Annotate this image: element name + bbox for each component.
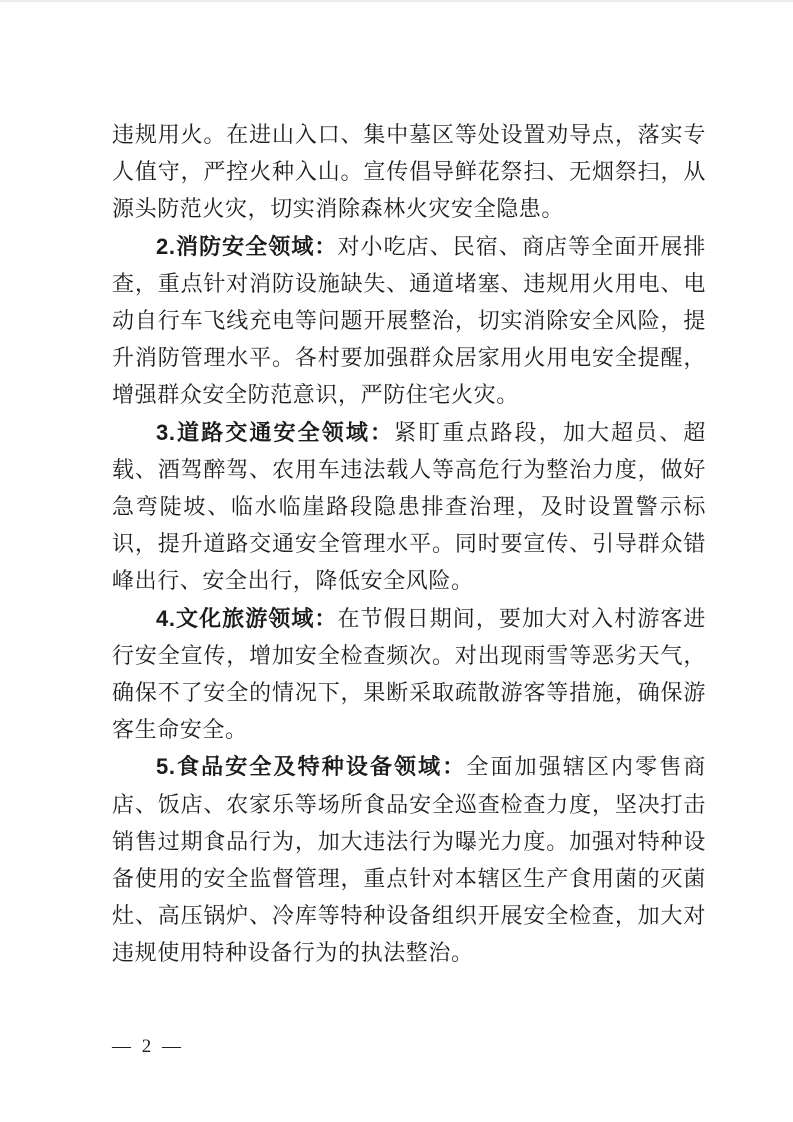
paragraph [112, 116, 706, 228]
paragraph [112, 414, 706, 600]
paragraph-body: 在节假日期间，要加大对入村游客进行安全宣传，增加安全检查频次。对出现雨雪等恶劣天气，确保不了安全的情况下，果断采取疏散游客等措施，确保游客生命安全。 [112, 605, 706, 743]
page-number: — 2 — [112, 1036, 184, 1057]
paragraph-heading: 3.道路交通安全领域： [156, 419, 395, 445]
paragraph-body: 对小吃店、民宿、商店等全面开展排查，重点针对消防设施缺失、通道堵塞、违规用火用电、电动自行车飞线充电等问题开展整治，切实消除安全风险，提升消防管理水平。各村要加强群众居家用火用电安全提醒，增强群众安全防范意识，严防住宅火灾。 [112, 233, 706, 408]
paragraph [112, 600, 706, 749]
paragraph-heading: 2.消防安全领域： [156, 233, 338, 259]
paragraph-body: 紧盯重点路段，加大超员、超载、酒驾醉驾、农用车违法载人等高危行为整治力度，做好急弯陡坡、临水临崖路段隐患排查治理，及时设置警示标识，提升道路交通安全管理水平。同时要宣传、引导群众错峰出行、安全出行，降低安全风险。 [112, 419, 706, 594]
scan-edge-artifact [0, 0, 793, 2]
paragraph-heading: 4.文化旅游领域： [156, 605, 338, 631]
paragraph [112, 748, 706, 971]
paragraph [112, 228, 706, 414]
paragraph-heading: 5.食品安全及特种设备领域： [156, 754, 467, 780]
document-body [112, 116, 706, 972]
paragraph-body: 全面加强辖区内零售商店、饭店、农家乐等场所食品安全巡查检查力度，坚决打击销售过期食品行为，加大违法行为曝光力度。加强对特种设备使用的安全监督管理，重点针对本辖区生产食用菌的灭菌灶、高压锅炉、冷库等特种设备组织开展安全检查，加大对违规使用特种设备行为的执法整治。 [112, 754, 706, 966]
paragraph-body: 违规用火。在进山入口、集中墓区等处设置劝导点，落实专人值守，严控火种入山。宣传倡导鲜花祭扫、无烟祭扫，从源头防范火灾，切实消除森林火灾安全隐患。 [112, 122, 706, 222]
